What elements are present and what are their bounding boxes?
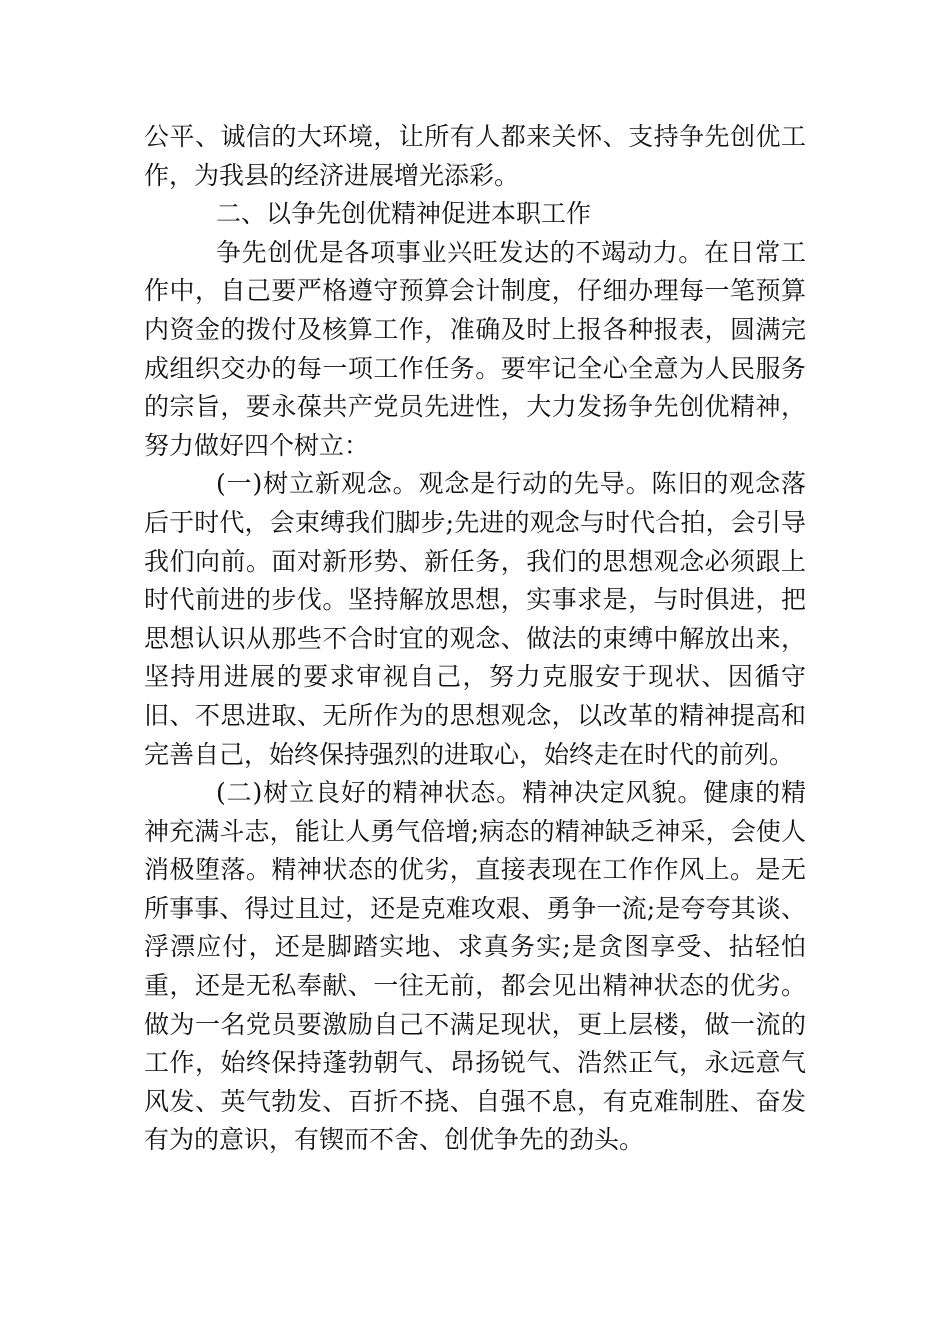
paragraph-item-two: (二)树立良好的精神状态。精神决定风貌。健康的精神充满斗志，能让人勇气倍增;病态的精神缺乏神采，会使人消极堕落。精神状态的优劣，直接表现在工作作风上。是无所事事、得过且过，还是克难攻艰、勇争一流;是夸夸其谈、浮漂应付，还是脚踏实地、求真务实;是贪图享受、拈轻怕重，还是无私奉献、一往无前，都会见出精神状态的优劣。做为一名党员要激励自己不满足现状，更上层楼，做一流的工作，始终保持蓬勃朝气、昂扬锐气、浩然正气，永远意气风发、英气勃发、百折不挠、自强不息，有克难制胜、奋发有为的意识，有锲而不舍、创优争先的劲头。 xyxy=(144,778,806,1155)
document-page xyxy=(144,118,806,1160)
paragraph-continuation: 公平、诚信的大环境，让所有人都来关怀、支持争先创优工作，为我县的经济进展增光添彩。 xyxy=(144,122,806,190)
paragraph-intro: 争先创优是各项事业兴旺发达的不竭动力。在日常工作中，自己要严格遵守预算会计制度，仔细办理每一笔预算内资金的拨付及核算工作，准确及时上报各种报表，圆满完成组织交办的每一项工作任务。要牢记全心全意为人民服务的宗旨，要永葆共产党员先进性，大力发扬争先创优精神，努力做好四个树立： xyxy=(144,237,806,460)
section-heading-two: 二、以争先创优精神促进本职工作 xyxy=(216,199,592,229)
paragraph-item-one: (一)树立新观念。观念是行动的先导。陈旧的观念落后于时代，会束缚我们脚步;先进的观念与时代合拍，会引导我们向前。面对新形势、新任务，我们的思想观念必须跟上时代前进的步伐。坚持解放思想，实事求是，与时俱进，把思想认识从那些不合时宜的观念、做法的束缚中解放出来，坚持用进展的要求审视自己，努力克服安于现状、因循守旧、不思进取、无所作为的思想观念，以改革的精神提高和完善自己，始终保持强烈的进取心，始终走在时代的前列。 xyxy=(144,469,806,769)
